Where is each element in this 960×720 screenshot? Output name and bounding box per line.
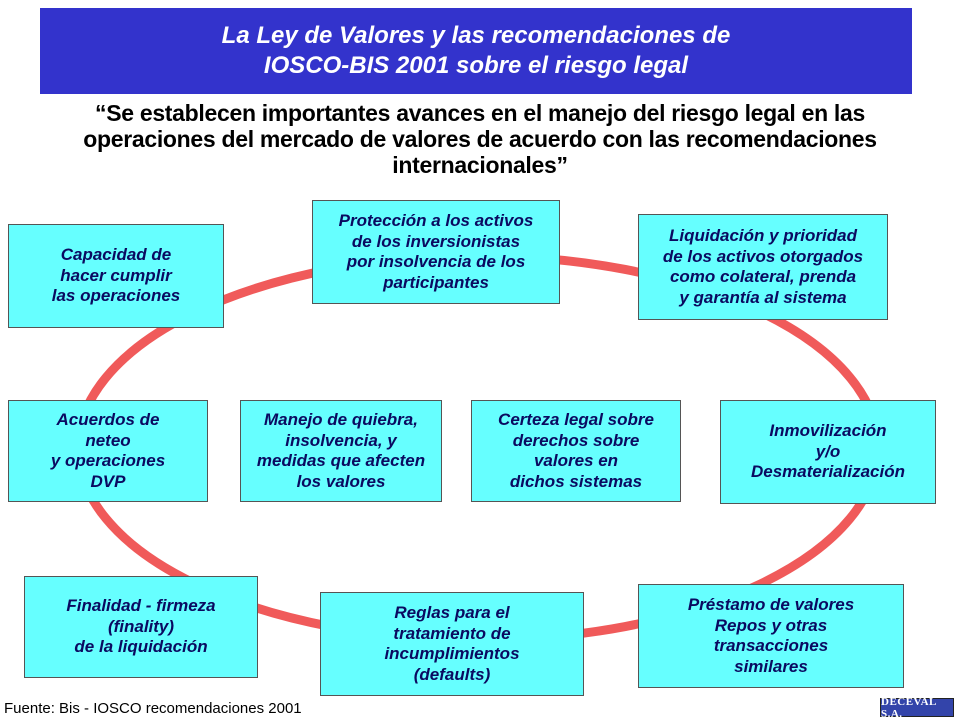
title-line-1: La Ley de Valores y las recomendaciones de — [221, 22, 731, 49]
box-line: por insolvencia de los — [346, 252, 526, 271]
box-line: (defaults) — [413, 664, 491, 684]
box-line: medidas que afecten — [256, 451, 426, 470]
quote-line-1: “Se establecen importantes avances en el manejo del riesgo legal en las — [95, 100, 865, 126]
box-line: de la liquidación — [74, 637, 208, 657]
box-manejo-quiebra — [240, 400, 442, 502]
box-line: y/o — [815, 441, 841, 461]
box-line: similares — [734, 656, 808, 676]
quote-text — [0, 100, 960, 178]
box-line: Reglas para el — [394, 603, 510, 622]
box-line: DVP — [90, 471, 126, 491]
title-line-2: IOSCO-BIS 2001 sobre el riesgo legal — [263, 52, 689, 79]
box-line: Préstamo de valores — [687, 595, 855, 614]
box-reglas-incumplimientos — [320, 592, 584, 696]
box-line: Manejo de quiebra, — [264, 410, 418, 429]
box-line: de los inversionistas — [351, 231, 521, 251]
box-line: derechos sobre — [512, 430, 640, 450]
box-line: dichos sistemas — [509, 471, 643, 491]
box-finalidad-firmeza — [24, 576, 258, 678]
box-line: (finality) — [107, 616, 175, 636]
box-line: y garantía al sistema — [679, 287, 847, 307]
box-line: insolvencia, y — [285, 430, 397, 450]
box-line: Certeza legal sobre — [498, 410, 654, 429]
box-capacidad-cumplir — [8, 224, 224, 328]
box-line: participantes — [383, 272, 489, 292]
box-line: y operaciones — [50, 451, 166, 470]
box-line: neteo — [85, 430, 131, 450]
box-line: Desmaterialización — [750, 462, 905, 482]
box-line: incumplimientos — [384, 644, 520, 663]
title-banner — [40, 8, 912, 94]
box-certeza-legal — [471, 400, 681, 502]
box-prestamo-valores — [638, 584, 904, 688]
box-line: Acuerdos de — [56, 410, 160, 429]
quote-line-2: operaciones del mercado de valores de acuerdo con las recomendaciones — [83, 126, 877, 152]
box-line: hacer cumplir — [60, 265, 172, 285]
box-line: como colateral, prenda — [669, 267, 857, 286]
box-liquidacion-prioridad — [638, 214, 888, 320]
box-inmovilizacion — [720, 400, 936, 504]
box-line: Finalidad - firmeza — [66, 596, 216, 616]
deceval-logo: DECEVAL S.A. — [880, 698, 954, 717]
box-line: Repos y otras — [714, 615, 828, 635]
box-line: transacciones — [713, 636, 829, 655]
box-proteccion-activos — [312, 200, 560, 304]
box-line: Liquidación y prioridad — [669, 226, 857, 245]
box-line: Capacidad de — [60, 245, 172, 265]
box-line: las operaciones — [51, 286, 181, 306]
box-line: valores en — [533, 451, 619, 470]
quote-line-3: internacionales” — [392, 152, 568, 178]
source-footnote: Fuente: Bis - IOSCO recomendaciones 2001 — [4, 700, 302, 717]
box-line: Protección a los activos — [338, 211, 534, 230]
box-line: los valores — [296, 471, 386, 491]
box-acuerdos-neteo — [8, 400, 208, 502]
box-line: de los activos otorgados — [662, 246, 864, 266]
box-line: tratamiento de — [393, 623, 511, 643]
box-line: Inmovilización — [769, 421, 887, 441]
